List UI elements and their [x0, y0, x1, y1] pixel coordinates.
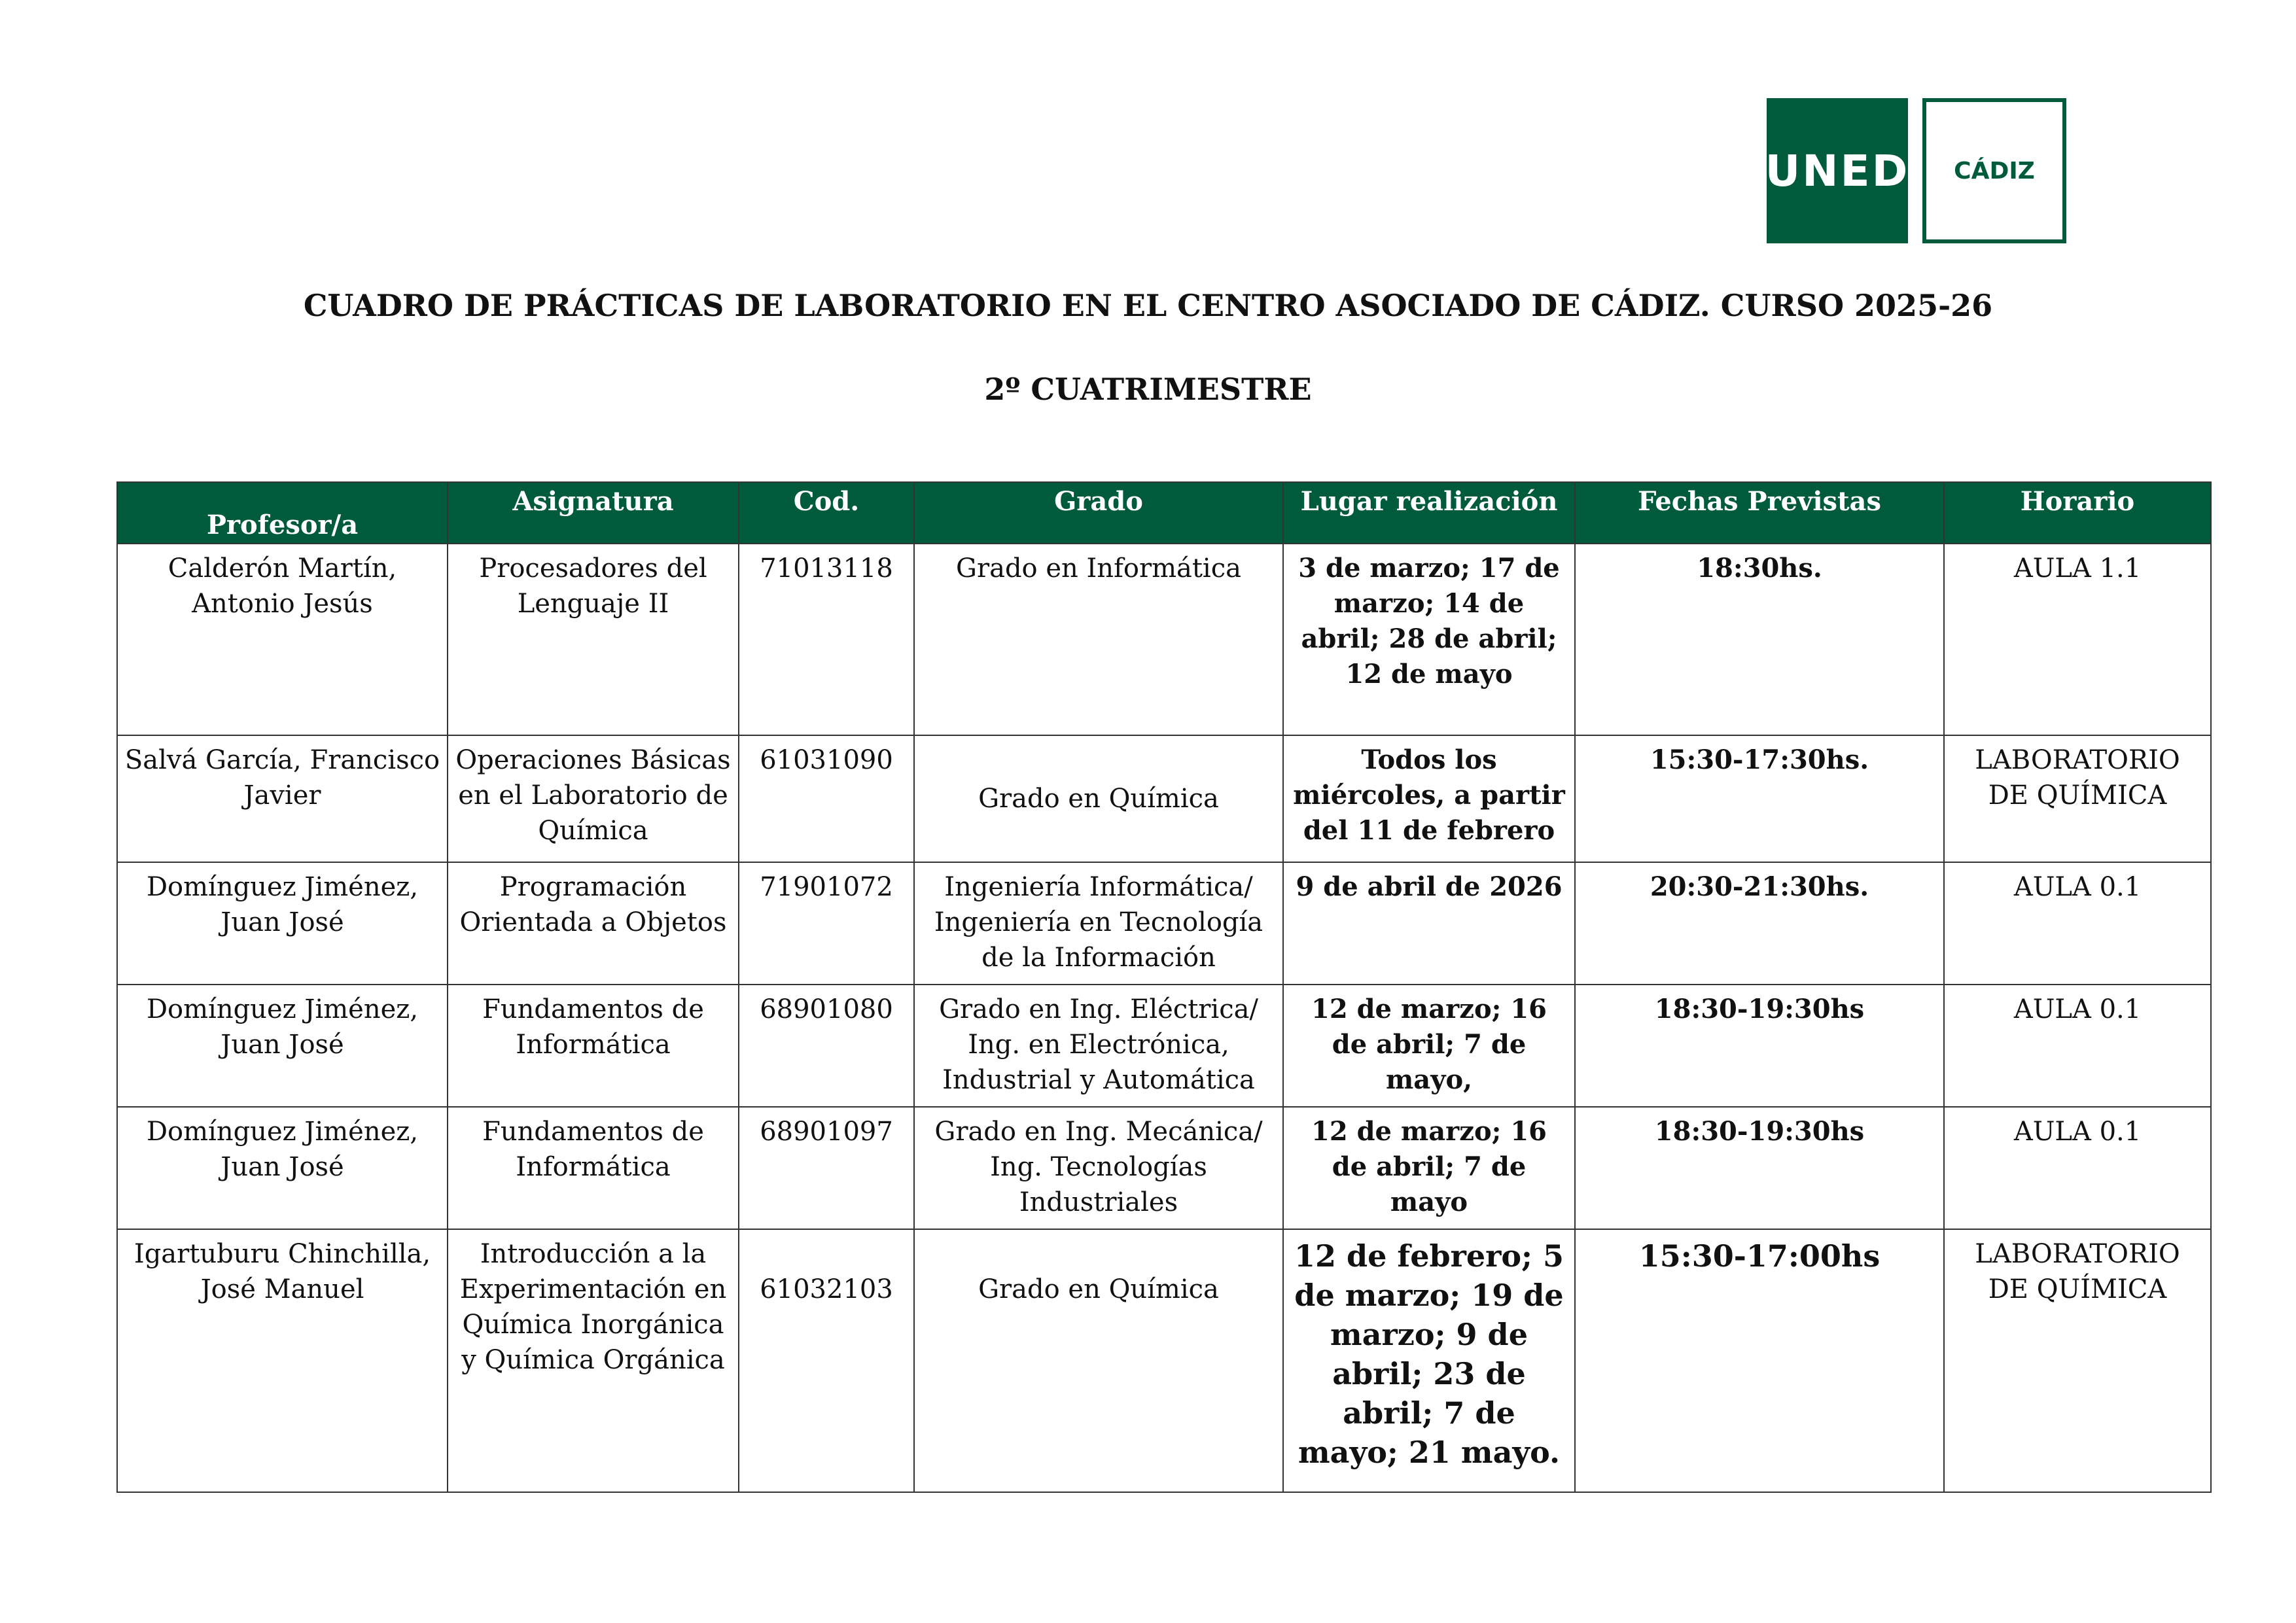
cadiz-logo: CÁDIZ — [1922, 98, 2066, 243]
table-row — [117, 544, 2211, 735]
cell-horario: AULA 0.1 — [1944, 862, 2211, 985]
cell-horario: AULA 1.1 — [1944, 544, 2211, 735]
cell-asignatura: Programación Orientada a Objetos — [448, 862, 739, 985]
header-horario: Horario — [1944, 482, 2211, 544]
cell-grado: Grado en Química — [914, 735, 1283, 862]
header-lugar: Lugar realización — [1283, 482, 1575, 544]
cell-grado: Grado en Química — [914, 1229, 1283, 1492]
table-row — [117, 1107, 2211, 1229]
cell-profesor: Salvá García, Francisco Javier — [117, 735, 448, 862]
practicas-table — [116, 481, 2212, 1493]
cell-cod: 61031090 — [739, 735, 914, 862]
cell-horario: AULA 0.1 — [1944, 985, 2211, 1107]
header-fechas: Fechas Previstas — [1575, 482, 1944, 544]
cell-fechas: 18:30hs. — [1575, 544, 1944, 735]
cell-lugar: 12 de marzo; 16 de abril; 7 de mayo — [1283, 1107, 1575, 1229]
cell-lugar: 9 de abril de 2026 — [1283, 862, 1575, 985]
cell-fechas: 18:30-19:30hs — [1575, 985, 1944, 1107]
page-title: CUADRO DE PRÁCTICAS DE LABORATORIO EN EL CENTRO ASOCIADO DE CÁDIZ. CURSO 2025-26 — [303, 288, 1993, 323]
cell-fechas: 15:30-17:00hs — [1575, 1229, 1944, 1492]
cell-profesor: Domínguez Jiménez, Juan José — [117, 1107, 448, 1229]
cell-profesor: Domínguez Jiménez, Juan José — [117, 985, 448, 1107]
cell-fechas: 15:30-17:30hs. — [1575, 735, 1944, 862]
table-row — [117, 1229, 2211, 1492]
cell-cod: 68901080 — [739, 985, 914, 1107]
cell-profesor: Domínguez Jiménez, Juan José — [117, 862, 448, 985]
cell-cod: 71901072 — [739, 862, 914, 985]
table-row — [117, 985, 2211, 1107]
cell-grado: Ingeniería Informática/ Ingeniería en Tecnología de la Información — [914, 862, 1283, 985]
cell-cod: 68901097 — [739, 1107, 914, 1229]
cell-cod: 71013118 — [739, 544, 914, 735]
cell-asignatura: Introducción a la Experimentación en Química Inorgánica y Química Orgánica — [448, 1229, 739, 1492]
cell-horario: LABORATORIO DE QUÍMICA — [1944, 1229, 2211, 1492]
cell-lugar: 3 de marzo; 17 de marzo; 14 de abril; 28 de abril; 12 de mayo — [1283, 544, 1575, 735]
cell-lugar: 12 de febrero; 5 de marzo; 19 de marzo; 9 de abril; 23 de abril; 7 de mayo; 21 mayo. — [1283, 1229, 1575, 1492]
uned-logo: UNED — [1767, 98, 1908, 243]
table-header-row — [117, 482, 2211, 544]
cell-fechas: 18:30-19:30hs — [1575, 1107, 1944, 1229]
cell-horario: AULA 0.1 — [1944, 1107, 2211, 1229]
uned-cadiz-logo — [1767, 98, 2066, 243]
header-asignatura: Asignatura — [448, 482, 739, 544]
header-profesor: Profesor/a — [117, 482, 448, 544]
cell-grado: Grado en Ing. Eléctrica/ Ing. en Electrónica, Industrial y Automática — [914, 985, 1283, 1107]
header-grado: Grado — [914, 482, 1283, 544]
cell-profesor: Calderón Martín, Antonio Jesús — [117, 544, 448, 735]
cell-horario: LABORATORIO DE QUÍMICA — [1944, 735, 2211, 862]
cell-lugar: Todos los miércoles, a partir del 11 de febrero — [1283, 735, 1575, 862]
cell-cod: 61032103 — [739, 1229, 914, 1492]
cell-lugar: 12 de marzo; 16 de abril; 7 de mayo, — [1283, 985, 1575, 1107]
page-subtitle: 2º CUATRIMESTRE — [984, 372, 1312, 407]
cell-profesor: Igartuburu Chinchilla, José Manuel — [117, 1229, 448, 1492]
table-row — [117, 735, 2211, 862]
cell-asignatura: Operaciones Básicas en el Laboratorio de Química — [448, 735, 739, 862]
cell-fechas: 20:30-21:30hs. — [1575, 862, 1944, 985]
cell-asignatura: Procesadores del Lenguaje II — [448, 544, 739, 735]
header-cod: Cod. — [739, 482, 914, 544]
cell-asignatura: Fundamentos de Informática — [448, 1107, 739, 1229]
cell-grado: Grado en Informática — [914, 544, 1283, 735]
cell-grado: Grado en Ing. Mecánica/ Ing. Tecnologías Industriales — [914, 1107, 1283, 1229]
cell-asignatura: Fundamentos de Informática — [448, 985, 739, 1107]
table-row — [117, 862, 2211, 985]
